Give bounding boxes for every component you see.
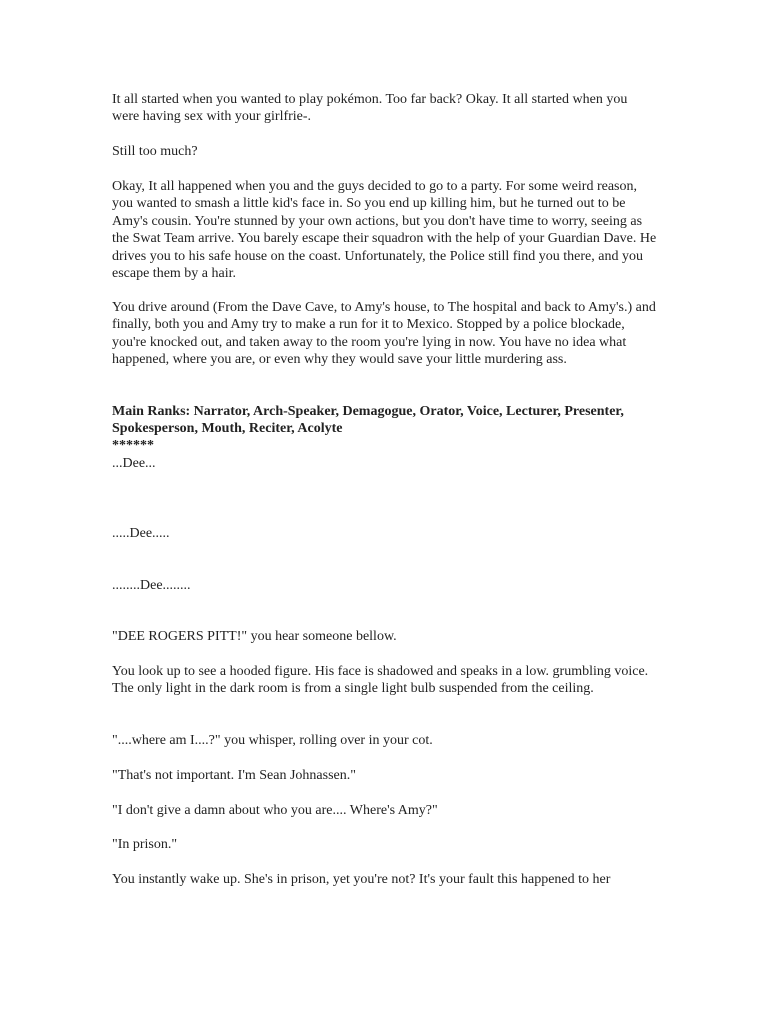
paragraph-sean: "That's not important. I'm Sean Johnassen." xyxy=(112,768,356,783)
paragraph-lookup: You look up to see a hooded figure. His face is shadowed and speaks in a low. grumbling voice. The only light in the dark room is from a single light bulb suspended from the ceiling. xyxy=(112,664,649,697)
paragraph-prison: "In prison." xyxy=(112,837,178,852)
paragraph-okay: Okay, It all happened when you and the guys decided to go to a party. For some weird reason, you wanted to smash a little kid's face in. So you end up killing him, but he turned out to be Amy's cousin. You're stunned by your own actions, but you don't have time to worry, seeing as the Swat Team arrive. You barely escape their squadron with the help of your Guardian Dave. He drives you to his safe house on the coast. Unfortunately, the Police still find you there, and you escape them by a hair. xyxy=(112,179,657,282)
paragraph-wake: You instantly wake up. She's in prison, yet you're not? It's your fault this happened to her xyxy=(112,872,611,887)
dee-line-1: ...Dee... xyxy=(112,456,156,471)
main-ranks-heading: Main Ranks: Narrator, Arch-Speaker, Demagogue, Orator, Voice, Lecturer, Presenter, Spokesperson, Mouth, Reciter, Acolyte xyxy=(112,404,624,437)
paragraph-bellow: "DEE ROGERS PITT!" you hear someone bellow. xyxy=(112,629,397,644)
section-separator: ****** xyxy=(112,438,154,453)
paragraph-whisper: "....where am I....?" you whisper, rolling over in your cot. xyxy=(112,733,433,748)
paragraph-damn: "I don't give a damn about who you are.... Where's Amy?" xyxy=(112,803,438,818)
dee-line-2: .....Dee..... xyxy=(112,526,170,541)
dee-line-3: ........Dee........ xyxy=(112,578,191,593)
paragraph-drive: You drive around (From the Dave Cave, to Amy's house, to The hospital and back to Amy's.) and finally, both you and Amy try to make a run for it to Mexico. Stopped by a police blockade, you're knocked out, and taken away to the room you're lying in now. You have no idea what happened, where you are, or even why they would save your little murdering ass. xyxy=(112,300,656,368)
paragraph-intro: It all started when you wanted to play pokémon. Too far back? Okay. It all started when you were having sex with your girlfrie-. xyxy=(112,92,628,125)
paragraph-still: Still too much? xyxy=(112,144,198,159)
